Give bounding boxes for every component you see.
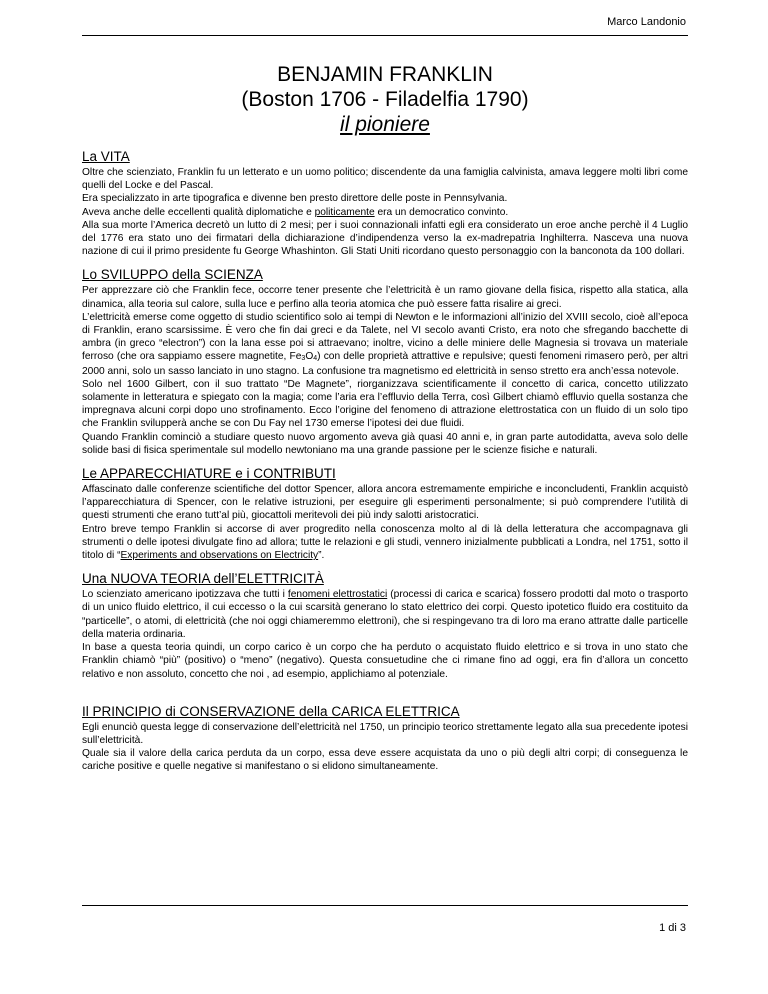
header-author: Marco Landonio: [607, 16, 686, 28]
title-dates: (Boston 1706 - Filadelfia 1790): [241, 88, 529, 111]
paragraph: Quale sia il valore della carica perduta da un corpo, essa deve essere acquistata da uno o più degli altri corpi; di conseguenza le cariche positive e quelle negative si manifestano o si elidono simultaneamente.: [82, 748, 688, 773]
paragraph: Oltre che scienziato, Franklin fu un letterato e un uomo politico; discendente da una famiglia calvinista, amava leggere molti libri come quelli del Locke e del Pascal.: [82, 167, 688, 192]
section-heading: Le APPARECCHIATURE e i CONTRIBUTI: [82, 466, 336, 482]
section-heading: Lo SVILUPPO della SCIENZA: [82, 267, 263, 283]
paragraph: In base a questa teoria quindi, un corpo carico è un corpo che ha perduto o acquistato fluido elettrico e si trova in uno stato che Franklin chiamò “più” (positivo) o “meno” (negativo). Questa consuetudine che ci rimane fino ad oggi, era fin d’allora un concetto relativo e non assoluto, concetto che noi , ad esempio, applichiamo al potenziale.: [82, 642, 688, 680]
section-vita: [82, 148, 688, 258]
section-teoria: [82, 570, 688, 680]
section-heading: La VITA: [82, 149, 130, 164]
hyperlink-politicamente[interactable]: politicamente: [314, 206, 375, 218]
title-subtitle: il pioniere: [340, 113, 430, 136]
paragraph: Solo nel 1600 Gilbert, con il suo trattato “De Magnete”, riorganizzava scientificamente il concetto di carica, concetto utilizzato solamente in letteratura e spiegato con la magia; come l’aria era l’effluvio della Terra, così Gilbert chiamò effluvio quella sostanza che impregnava alcuni corpi dopo uno strofinamento. Ecco l’origine del fenomeno di attrazione elettrostatica con un fluido di un solo tipo che Franklin svilupperà anche se con Du Fay nel 1730 emerse l’ipotesi dei due fluidi.: [82, 378, 688, 430]
paragraph: Alla sua morte l’America decretò un lutto di 2 mesi; per i suoi connazionali infatti egli era considerato un eroe anche perchè il 4 Luglio del 1776 era stato uno dei firmatari della dichiarazione d’indipendenza verso la ex-madrepatria Inghilterra. Nasceva una nuova nazione di cui il primo presidente fu George Whashinton. Gli Stati Uniti ricordano questo personaggio con la banconota da 100 dollari.: [82, 219, 688, 258]
footer-rule: [82, 905, 688, 906]
section-heading: Il PRINCIPIO di CONSERVAZIONE della CARICA ELETTRICA: [82, 703, 460, 719]
hyperlink-fenomeni-elettrostatici[interactable]: fenomeni elettrostatici: [287, 589, 388, 601]
header-rule: [82, 35, 688, 36]
section-apparecchiature: [82, 465, 688, 562]
hyperlink-experiments[interactable]: Experiments and observations on Electricity: [120, 550, 319, 562]
section-sviluppo: [82, 266, 688, 457]
paragraph: Entro breve tempo Franklin si accorse di aver progredito nella conoscenza molto al di là della letteratura che accompagnava gli strumenti o delle ipotesi divulgate fino ad allora; tutte le relazioni e gli studi, vennero inizialmente pubblicati a Londra, nel 1751, sotto il titolo di “Experiments and observations on Electricity”.: [82, 523, 688, 562]
paragraph: Lo scienziato americano ipotizzava che tutti i fenomeni elettrostatici (processi di carica e scarica) fossero prodotti dal moto o trasporto di un unico fluido elettrico, il cui eccesso o la cui scarsità generano lo stato elettrico dei corpi. Questo ipotetico fluido era costituito da “particelle”, o atomi, di elettricità (che noi oggi chiameremmo elettroni), che si respingevano tra di loro ma erano attratte dalle particelle della materia ordinaria.: [82, 589, 688, 640]
paragraph: Per apprezzare ciò che Franklin fece, occorre tener presente che l’elettricità è un ramo giovane della fisica, rispetto alla statica, alla dinamica, alla teoria sul calore, sulla luce e perfino alla teoria atomica che può essere fatta risalire ai greci.: [82, 285, 688, 310]
section-heading: Una NUOVA TEORIA dell’ELETTRICITÀ: [82, 571, 324, 587]
paragraph: Quando Franklin cominciò a studiare questo nuovo argomento aveva già quasi 40 anni e, in gran parte autodidatta, aveva solo delle solide basi di fisica sperimentale sul modello newtoniano ma una grande passione per le scienze fisiche e naturali.: [82, 431, 688, 456]
document-body: [82, 148, 688, 782]
paragraph: Aveva anche delle eccellenti qualità diplomatiche e politicamente era un democratico convinto.: [82, 206, 509, 218]
section-principio: [82, 703, 688, 774]
paragraph: L’elettricità emerse come oggetto di studio scientifico solo ai tempi di Newton e le informazioni all’inizio del XVIII secolo, cioè all’epoca di Franklin, erano scarsissime. È vero che fin dai greci e da Talete, nel VI secolo avanti Cristo, era noto che sfregando bacchette di ambra (in greco “electron”) con la lana esse poi si attraevano; inoltre, vicino a delle miniere delle Magnesia si trovava un materiale ferroso (che ora sappiamo essere magnetite, $Fe_3O_4$) con delle proprietà attrattive e repulsive; questi fenomeni rimasero però, per altri 2000 anni, solo un sasso lanciato in uno stagno. La confusione tra magnetismo ed elettricità in senso stretto era anch’essa notevole.: [82, 311, 688, 377]
title-block: [82, 62, 688, 137]
paragraph: Era specializzato in arte tipografica e divenne ben presto direttore delle poste in Pennsylvania.: [82, 193, 508, 205]
title-name: BENJAMIN FRANKLIN: [277, 63, 493, 86]
page-number: 1 di 3: [659, 922, 686, 934]
paragraph: Egli enunciò questa legge di conservazione dell’elettricità nel 1750, un principio teorico strettamente legato alla sua precedente ipotesi sull’elettricità.: [82, 721, 688, 746]
paragraph: Affascinato dalle conferenze scientifiche del dottor Spencer, allora ancora estremamente empiriche e inconcludenti, Franklin acquistò l’apparecchiatura di Spencer, con le relative istruzioni, per eseguire gli esperimenti personalmente; si può comprendere l’utilità di questi strumenti che erano tutt’al più, giocattoli meritevoli dei più indy salotti aristocratici.: [82, 484, 688, 522]
